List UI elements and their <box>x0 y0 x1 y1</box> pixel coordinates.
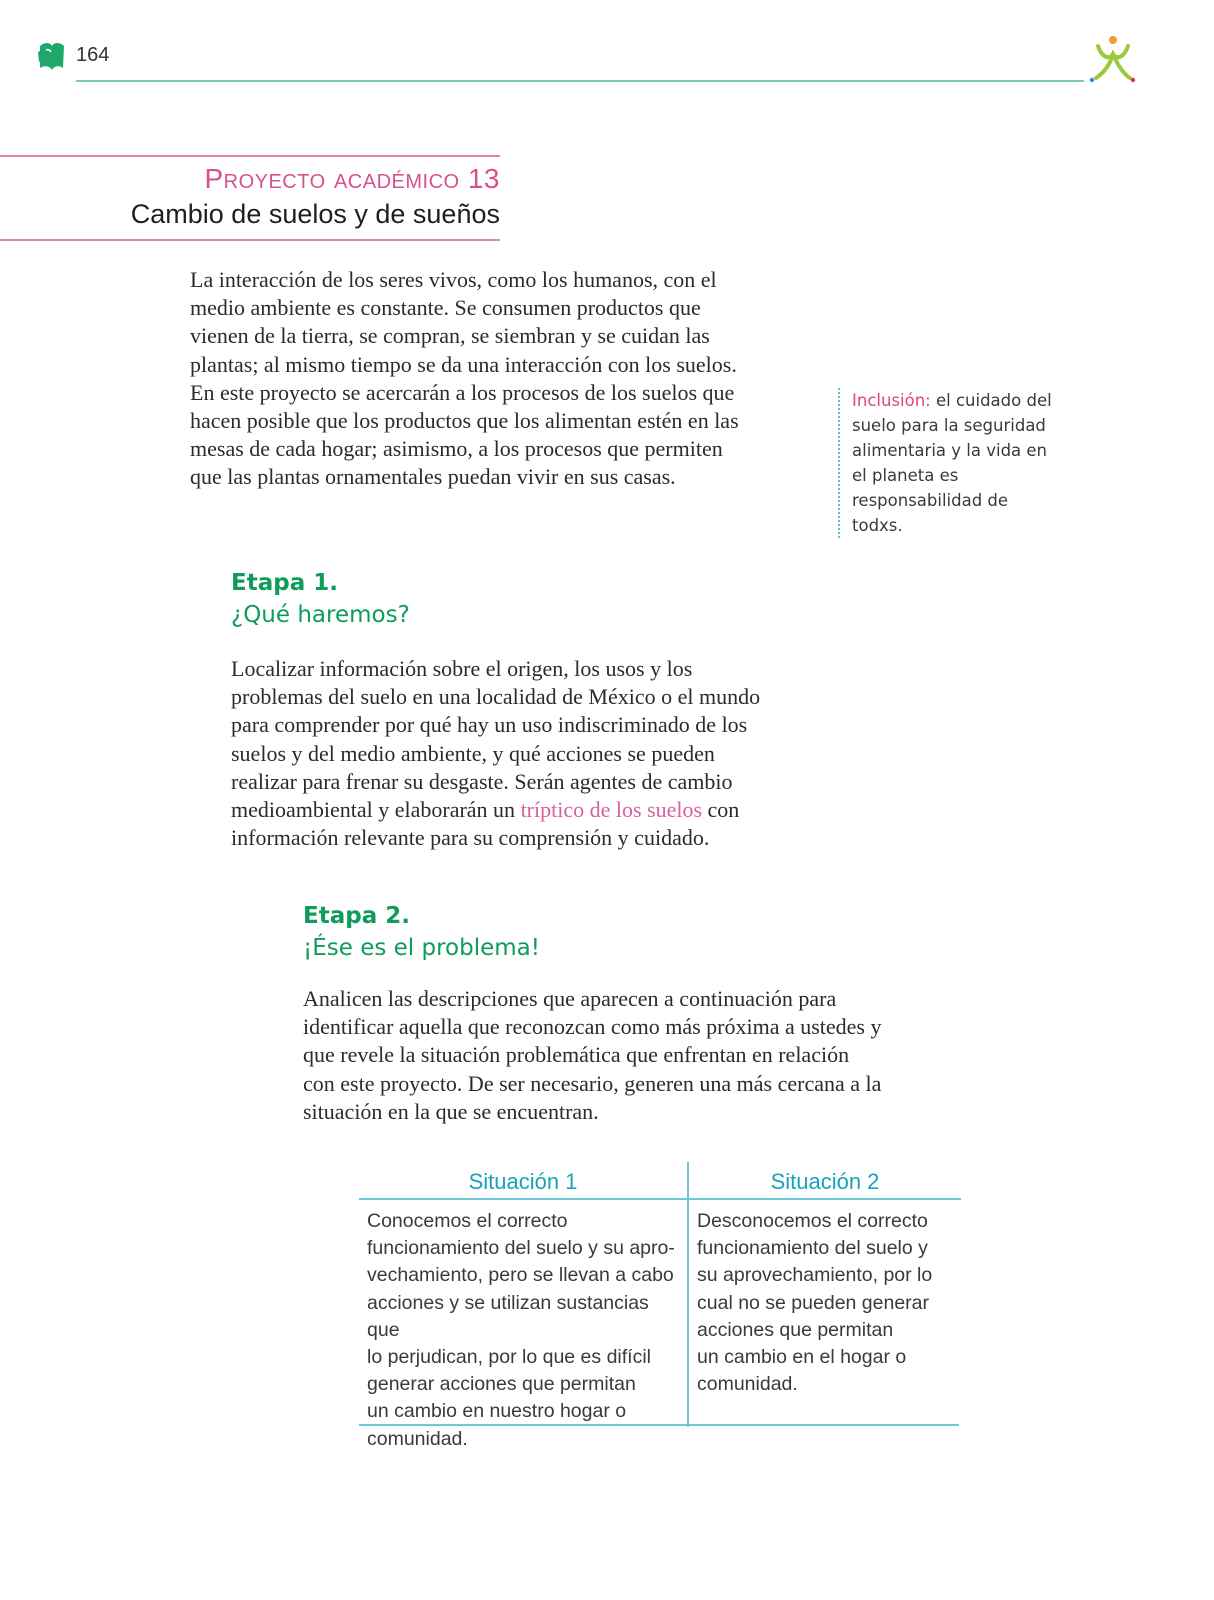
situation-1-column <box>359 1162 687 1450</box>
stage2-heading <box>303 900 540 964</box>
project-title: Cambio de suelos y de sueños <box>130 199 500 229</box>
project-label: Proyecto académico 13 <box>204 163 500 194</box>
situation-2-title: Situación 2 <box>689 1162 961 1200</box>
book-section-icon <box>36 40 66 74</box>
inclusion-note-text: el cuidado del suelo para la seguridad alimentaria y la vida en el planeta es responsabilidad de todxs. <box>852 391 1052 535</box>
stage1-title: ¿Qué haremos? <box>231 602 410 628</box>
situations-table <box>359 1162 959 1450</box>
stage1-number: Etapa 1. <box>231 570 338 596</box>
title-rule-bottom <box>0 239 500 241</box>
stage2-paragraph: Analicen las descripciones que aparecen a continuación para identificar aquella que reconozcan como más próxima a ustedes y que revele la situación problemática que enfrentan en relación con este proyecto. De ser necesario, generen una más cercana a la situación en la que se encuentran. <box>303 986 882 1124</box>
title-rule-top <box>0 155 500 157</box>
situation-1-text: Conocemos el correcto funcionamiento del suelo y su apro- vechamiento, pero se llevan a cabo acciones y se utilizan sustancias que lo perjudican, por lo que es difícil generar acciones que permitan un cambio en nuestro hogar o comunidad. <box>367 1210 675 1450</box>
stage1-paragraph <box>231 655 781 852</box>
page-header <box>0 0 1214 100</box>
series-logo-icon <box>1088 34 1136 86</box>
situation-2-text: Desconocemos el correcto funcionamiento del suelo y su aprovechamiento, por lo cual no se pueden generar acciones que permitan un cambio en el hogar o comunidad. <box>697 1210 933 1396</box>
inclusion-note <box>838 388 1052 538</box>
inclusion-note-label: Inclusión: <box>852 391 931 410</box>
stage1-text-before: Localizar información sobre el origen, los usos y los problemas del suelo en una localidad de México o el mundo para comprender por qué hay un uso indiscriminado de los suelos y del medio ambiente, y qué acciones se pueden realizar para frenar su desgaste. Serán agentes de cambio medioambiental y elaborarán un <box>231 656 761 823</box>
page-number: 164 <box>76 44 110 66</box>
stage2-number: Etapa 2. <box>303 903 410 929</box>
situation-2-column <box>687 1162 961 1427</box>
stage1-heading <box>231 567 410 631</box>
triptico-link[interactable]: tríptico de los suelos <box>520 797 703 823</box>
stage1-text-after: con información relevante para su comprensión y cuidado. <box>231 797 740 851</box>
stage2-title: ¡Ése es el problema! <box>303 935 540 961</box>
situation-1-title: Situación 1 <box>359 1162 687 1200</box>
header-rule <box>76 80 1084 82</box>
situations-table-bottom-rule <box>359 1424 959 1426</box>
intro-paragraph: La interacción de los seres vivos, como los humanos, con el medio ambiente es constante. Se consumen productos que vienen de la tierra, se compran, se siembran y se cuidan las plantas; al mismo tiempo se da una interacción con los suelos. En este proyecto se acercarán a los procesos de los suelos que hacen posible que los productos que los alimentan estén en las mesas de cada hogar; asimismo, a los procesos que permiten que las plantas ornamentales puedan vivir en sus casas. <box>190 267 739 490</box>
